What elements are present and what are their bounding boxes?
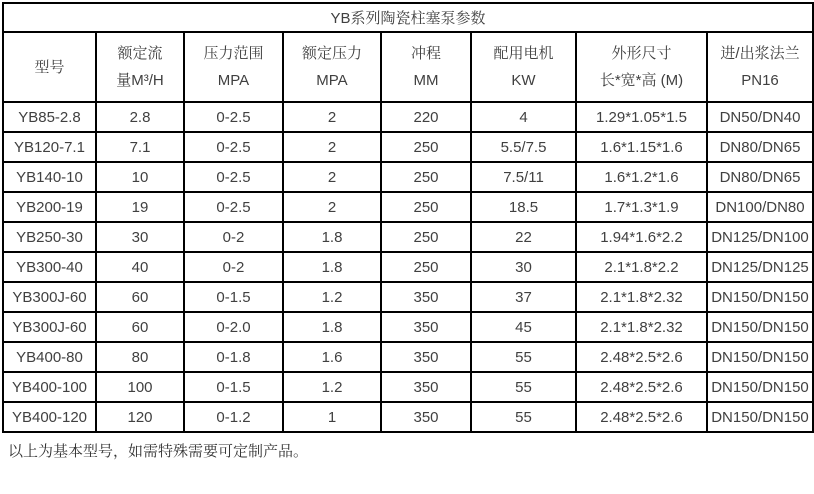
table-cell: 2 — [283, 102, 381, 132]
table-row — [3, 402, 813, 432]
title-row — [3, 3, 813, 32]
table-cell: 7.1 — [96, 132, 184, 162]
table-cell: DN50/DN40 — [707, 102, 813, 132]
table-cell: DN150/DN150 — [707, 372, 813, 402]
table-cell: 350 — [381, 282, 471, 312]
table-cell: 250 — [381, 132, 471, 162]
table-body — [3, 102, 813, 432]
table-cell: YB250-30 — [3, 222, 96, 252]
table-cell: 2.1*1.8*2.32 — [576, 282, 707, 312]
table-row — [3, 102, 813, 132]
table-cell: 350 — [381, 312, 471, 342]
table-cell: YB140-10 — [3, 162, 96, 192]
table-cell: YB400-80 — [3, 342, 96, 372]
column-header — [381, 32, 471, 102]
table-cell: 0-1.5 — [184, 282, 283, 312]
table-cell: 350 — [381, 402, 471, 432]
column-header — [3, 32, 96, 102]
table-cell: 1.2 — [283, 372, 381, 402]
table-cell: 0-2 — [184, 252, 283, 282]
column-header-line1: 冲程 — [410, 45, 441, 62]
table-cell: 0-1.5 — [184, 372, 283, 402]
table-cell: 2 — [283, 192, 381, 222]
column-header-line1: 型号 — [34, 58, 65, 76]
table-cell: 250 — [381, 222, 471, 252]
table-cell: 7.5/11 — [471, 162, 576, 192]
table-row — [3, 162, 813, 192]
table-cell: DN150/DN150 — [707, 402, 813, 432]
table-cell: 250 — [381, 162, 471, 192]
column-header — [96, 32, 184, 102]
table-cell: 0-2.5 — [184, 102, 283, 132]
table-cell: 2 — [283, 162, 381, 192]
table-cell: 0-1.8 — [184, 342, 283, 372]
table-cell: 1.7*1.3*1.9 — [576, 192, 707, 222]
table-cell: 1.6*1.2*1.6 — [576, 162, 707, 192]
table-cell: 1 — [283, 402, 381, 432]
table-cell: 0-2.5 — [184, 192, 283, 222]
column-header — [707, 32, 813, 102]
header-row — [3, 32, 813, 102]
column-header — [184, 32, 283, 102]
table-cell: 250 — [381, 252, 471, 282]
table-cell: 55 — [471, 342, 576, 372]
column-header-line1: 压力范围 — [203, 45, 264, 62]
table-cell: YB300J-60 — [3, 312, 96, 342]
table-cell: DN125/DN125 — [707, 252, 813, 282]
column-header-line2: 长*宽*高 (M) — [599, 72, 684, 89]
table-cell: 19 — [96, 192, 184, 222]
column-header — [471, 32, 576, 102]
footer-note: 以上为基本型号，如需特殊需要可定制产品。 — [8, 443, 309, 460]
table-row — [3, 342, 813, 372]
column-header-line1: 额定压力 — [301, 45, 362, 62]
table-cell: 2.48*2.5*2.6 — [576, 372, 707, 402]
table-cell: 350 — [381, 342, 471, 372]
table-cell: 37 — [471, 282, 576, 312]
table-row — [3, 312, 813, 342]
table-cell: 30 — [471, 252, 576, 282]
table-row — [3, 222, 813, 252]
table-cell: 1.8 — [283, 312, 381, 342]
table-cell: YB300J-60 — [3, 282, 96, 312]
table-cell: 55 — [471, 372, 576, 402]
table-cell: 22 — [471, 222, 576, 252]
table-cell: DN80/DN65 — [707, 162, 813, 192]
table-cell: 2.48*2.5*2.6 — [576, 342, 707, 372]
column-header-line2: MM — [413, 72, 439, 89]
column-header-line2: MPA — [217, 72, 250, 89]
table-cell: 0-2 — [184, 222, 283, 252]
table-cell: 80 — [96, 342, 184, 372]
table-cell: 40 — [96, 252, 184, 282]
table-row — [3, 282, 813, 312]
column-header — [576, 32, 707, 102]
column-header-line1: 进/出浆法兰 — [720, 45, 800, 62]
table-cell: YB120-7.1 — [3, 132, 96, 162]
pump-spec-table — [2, 2, 814, 433]
column-header-line2: MPA — [316, 72, 348, 89]
table-cell: 55 — [471, 402, 576, 432]
table-cell: 10 — [96, 162, 184, 192]
table-cell: 1.94*1.6*2.2 — [576, 222, 707, 252]
column-header — [283, 32, 381, 102]
table-cell: YB400-120 — [3, 402, 96, 432]
table-cell: 1.6*1.15*1.6 — [576, 132, 707, 162]
column-header-line2: PN16 — [741, 72, 779, 89]
table-cell: 1.6 — [283, 342, 381, 372]
table-cell: YB300-40 — [3, 252, 96, 282]
table-cell: DN150/DN150 — [707, 312, 813, 342]
table-cell: 120 — [96, 402, 184, 432]
table-cell: DN80/DN65 — [707, 132, 813, 162]
table-cell: YB85-2.8 — [3, 102, 96, 132]
table-cell: YB400-100 — [3, 372, 96, 402]
table-cell: DN100/DN80 — [707, 192, 813, 222]
table-cell: 5.5/7.5 — [471, 132, 576, 162]
table-cell: 1.8 — [283, 222, 381, 252]
table-cell: 4 — [471, 102, 576, 132]
table-cell: 250 — [381, 192, 471, 222]
table-row — [3, 132, 813, 162]
table-cell: 0-2.5 — [184, 162, 283, 192]
table-cell: 350 — [381, 372, 471, 402]
table-row — [3, 252, 813, 282]
table-cell: 2.1*1.8*2.32 — [576, 312, 707, 342]
table-cell: 0-2.5 — [184, 132, 283, 162]
table-title: YB系列陶瓷柱塞泵参数 — [3, 3, 813, 32]
table-cell: 220 — [381, 102, 471, 132]
table-cell: DN150/DN150 — [707, 282, 813, 312]
table-row — [3, 372, 813, 402]
table-cell: 1.29*1.05*1.5 — [576, 102, 707, 132]
table-cell: 1.8 — [283, 252, 381, 282]
table-cell: 60 — [96, 312, 184, 342]
table-cell: 2.8 — [96, 102, 184, 132]
table-cell: DN150/DN150 — [707, 342, 813, 372]
table-row — [3, 192, 813, 222]
column-header-line1: 额定流 — [117, 45, 163, 62]
table-cell: 0-2.0 — [184, 312, 283, 342]
table-cell: 45 — [471, 312, 576, 342]
table-cell: 30 — [96, 222, 184, 252]
table-cell: DN125/DN100 — [707, 222, 813, 252]
table-cell: 60 — [96, 282, 184, 312]
table-cell: 1.2 — [283, 282, 381, 312]
column-header-line1: 外形尺寸 — [611, 45, 672, 62]
table-cell: 100 — [96, 372, 184, 402]
table-cell: 2.1*1.8*2.2 — [576, 252, 707, 282]
column-header-line1: 配用电机 — [493, 45, 554, 62]
table-cell: 2.48*2.5*2.6 — [576, 402, 707, 432]
table-cell: 18.5 — [471, 192, 576, 222]
column-header-line2: 量M³/H — [116, 72, 164, 89]
column-header-line2: KW — [511, 72, 536, 89]
table-cell: 2 — [283, 132, 381, 162]
table-cell: 0-1.2 — [184, 402, 283, 432]
table-cell: YB200-19 — [3, 192, 96, 222]
